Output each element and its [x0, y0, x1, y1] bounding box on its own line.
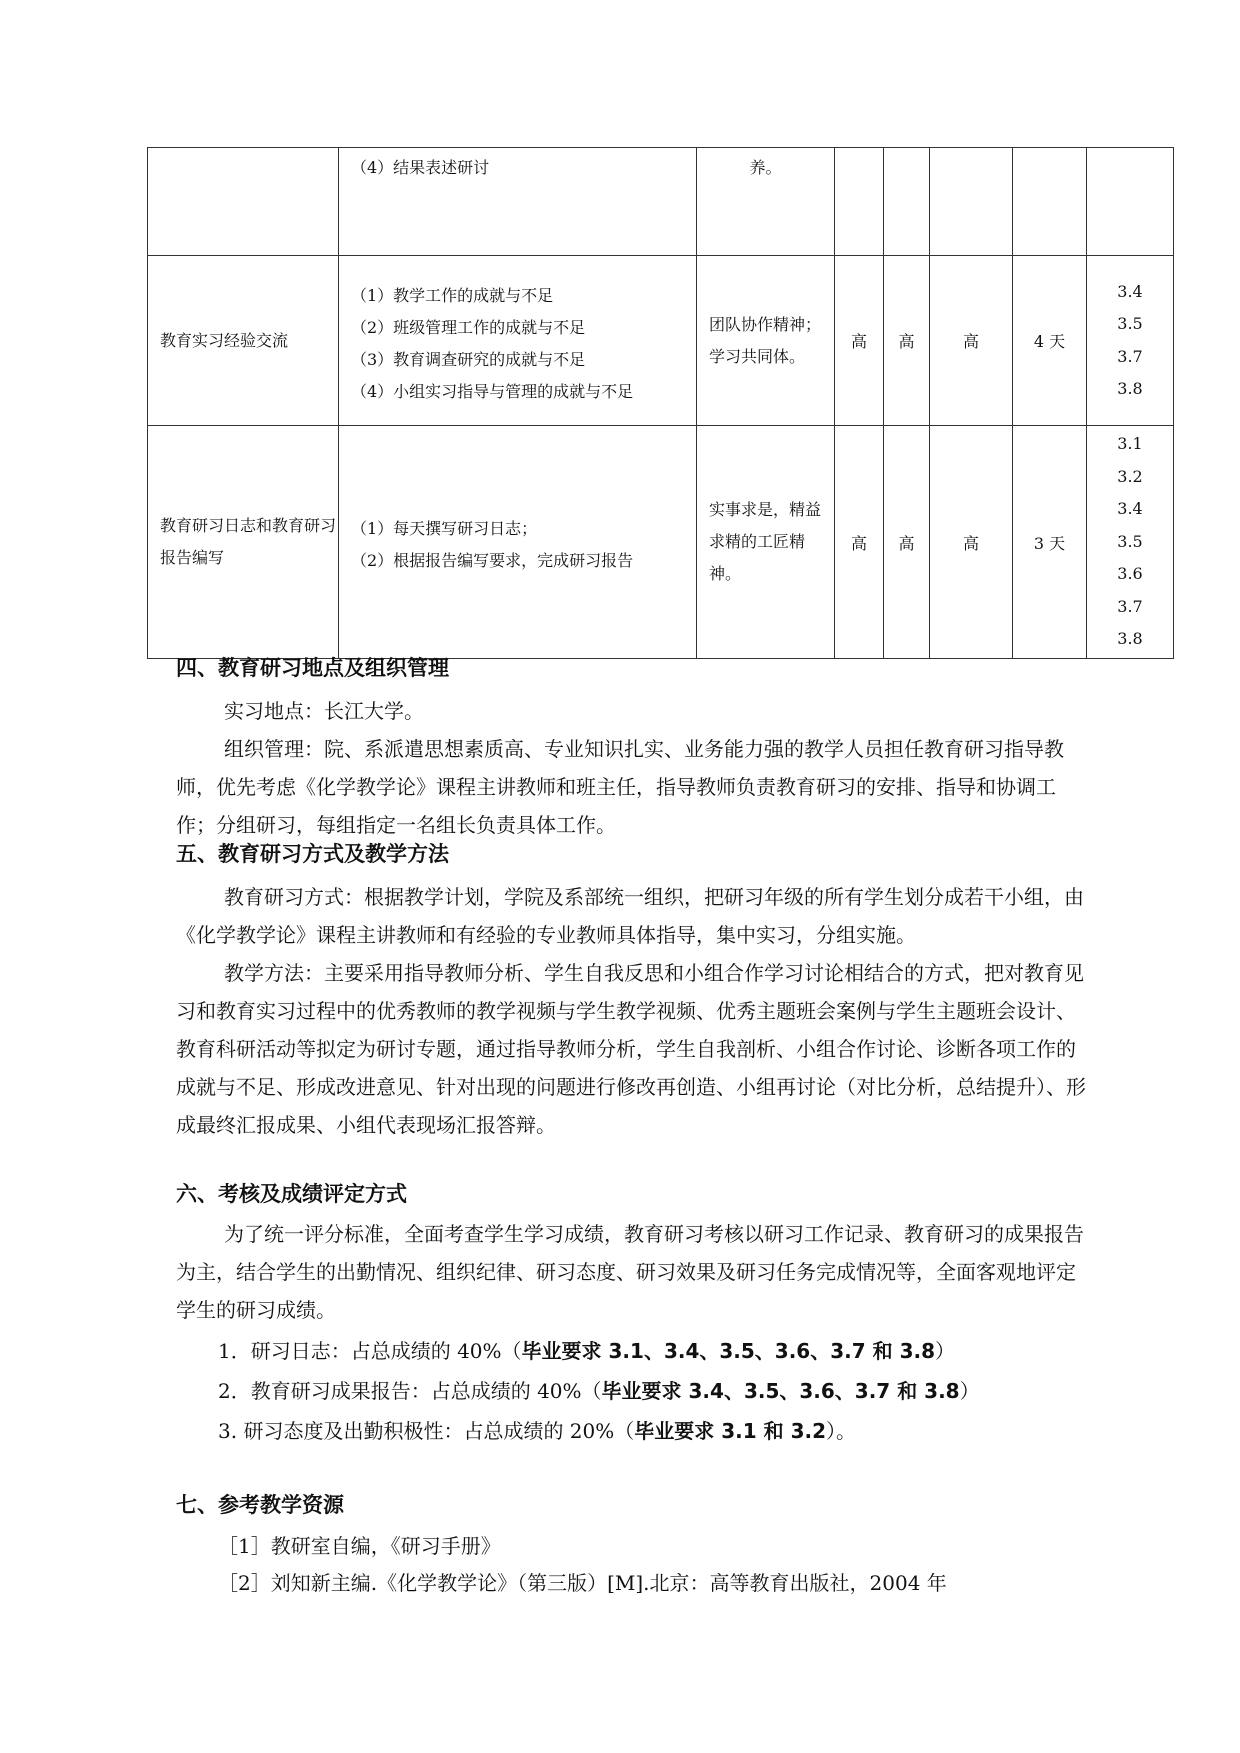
days-cell [1013, 148, 1087, 256]
level-cell: 高 [930, 256, 1013, 426]
level-cell: 高 [835, 256, 884, 426]
level-cell: 高 [884, 426, 930, 659]
grading-item-requirement: 毕业要求 3.4、3.5、3.6、3.7 和 3.8 [601, 1379, 960, 1403]
activity-name-cell [148, 148, 339, 256]
content-line: （4）小组实习指导与管理的成就与不足 [351, 381, 634, 401]
activity-name-cell: 教育研习日志和教育研习报告编写 [148, 426, 339, 659]
section-4-organization: 组织管理：院、系派遣思想素质高、专业知识扎实、业务能力强的教学人员担任教育研习指导教师，优先考虑《化学教学论》课程主讲教师和班主任，指导教师负责教育研习的安排、指导和协调工作；分组研习，每组指定一名组长负责具体工作。 [176, 737, 1064, 837]
grading-item-requirement: 毕业要求 3.1 和 3.2 [634, 1419, 826, 1443]
days-cell: 4 天 [1013, 256, 1087, 426]
grading-item-text: 2．教育研习成果报告：占总成绩的 40%（ [218, 1379, 602, 1403]
activity-content-cell [339, 426, 697, 659]
ideology-cell: 养。 [697, 148, 835, 256]
grading-item [218, 1376, 980, 1406]
requirements-cell [1087, 148, 1174, 256]
grading-item-tail: ） [959, 1379, 980, 1403]
grading-item-text: 1．研习日志：占总成绩的 40%（ [218, 1339, 522, 1363]
requirement-code: 3.6 [1117, 564, 1143, 584]
activity-table [147, 147, 1174, 659]
section-5-mode: 教育研习方式：根据教学计划，学院及系部统一组织，把研习年级的所有学生划分成若干小组，由《化学教学论》课程主讲教师和有经验的专业教师具体指导，集中实习，分组实施。 [176, 885, 1084, 947]
grading-item [218, 1336, 955, 1366]
grading-item-tail: ）。 [826, 1419, 856, 1443]
requirement-code: 3.5 [1117, 531, 1143, 551]
requirement-code: 3.7 [1117, 346, 1143, 366]
section-4-location: 实习地点：长江大学。 [224, 699, 424, 723]
activity-name-cell: 教育实习经验交流 [148, 256, 339, 426]
activity-content-cell [339, 148, 697, 256]
content-line: （4）结果表述研讨 [351, 158, 490, 177]
content-line: （2）根据报告编写要求，完成研习报告 [351, 551, 634, 570]
grading-item-tail: ） [935, 1339, 956, 1363]
level-cell: 高 [930, 426, 1013, 659]
requirement-code: 3.1 [1117, 434, 1143, 454]
content-line: （2）班级管理工作的成就与不足 [351, 317, 586, 337]
section-4-heading: 四、教育研习地点及组织管理 [176, 656, 449, 680]
grading-item [218, 1416, 856, 1446]
level-cell [835, 148, 884, 256]
ideology-cell: 团队协作精神；学习共同体。 [697, 256, 835, 426]
requirement-code: 3.4 [1117, 499, 1143, 519]
section-7-heading: 七、参考教学资源 [176, 1493, 344, 1517]
table-row [148, 426, 1174, 659]
requirements-cell [1087, 256, 1174, 426]
grading-item-text: 3. 研习态度及出勤积极性：占总成绩的 20%（ [218, 1419, 635, 1443]
requirement-code: 3.7 [1117, 596, 1143, 616]
section-6-heading: 六、考核及成绩评定方式 [176, 1182, 407, 1206]
ideology-cell: 实事求是，精益求精的工匠精神。 [697, 426, 835, 659]
activity-content-cell [339, 256, 697, 426]
requirement-code: 3.2 [1117, 466, 1143, 486]
level-cell: 高 [835, 426, 884, 659]
requirements-cell [1087, 426, 1174, 659]
requirement-code: 3.5 [1117, 314, 1143, 333]
requirement-code: 3.8 [1117, 629, 1143, 649]
content-line: （1）每天撰写研习日志； [351, 519, 538, 538]
grading-item-requirement: 毕业要求 3.1、3.4、3.5、3.6、3.7 和 3.8 [521, 1339, 936, 1363]
level-cell [884, 148, 930, 256]
section-5-heading: 五、教育研习方式及教学方法 [176, 842, 449, 866]
content-line: （3）教育调查研究的成就与不足 [351, 349, 586, 369]
reference-item: ［1］教研室自编，《研习手册》 [218, 1534, 501, 1558]
table-row [148, 148, 1174, 256]
days-cell: 3 天 [1013, 426, 1087, 659]
level-cell [930, 148, 1013, 256]
section-6-intro: 为了统一评分标准，全面考查学生学习成绩，教育研习考核以研习工作记录、教育研习的成果报告为主，结合学生的出勤情况、组织纪律、研习态度、研习效果及研习任务完成情况等，全面客观地评定学生的研习成绩。 [176, 1222, 1084, 1322]
reference-item: ［2］刘知新主编.《化学教学论》（第三版）[M].北京：高等教育出版社，2004 年 [218, 1571, 947, 1595]
table-row [148, 256, 1174, 426]
requirement-code: 3.8 [1117, 379, 1143, 398]
level-cell: 高 [884, 256, 930, 426]
requirement-code: 3.4 [1117, 281, 1143, 301]
content-line: （1）教学工作的成就与不足 [351, 285, 554, 305]
section-5-method: 教学方法：主要采用指导教师分析、学生自我反思和小组合作学习讨论相结合的方式，把对教育见习和教育实习过程中的优秀教师的教学视频与学生教学视频、优秀主题班会案例与学生主题班会设计、教育科研活动等拟定为研讨专题，通过指导教师分析，学生自我剖析、小组合作讨论、诊断各项工作的成就与不足、形成改进意见、针对出现的问题进行修改再创造、小组再讨论（对比分析，总结提升）、形成最终汇报成果、小组代表现场汇报答辩。 [176, 961, 1086, 1137]
